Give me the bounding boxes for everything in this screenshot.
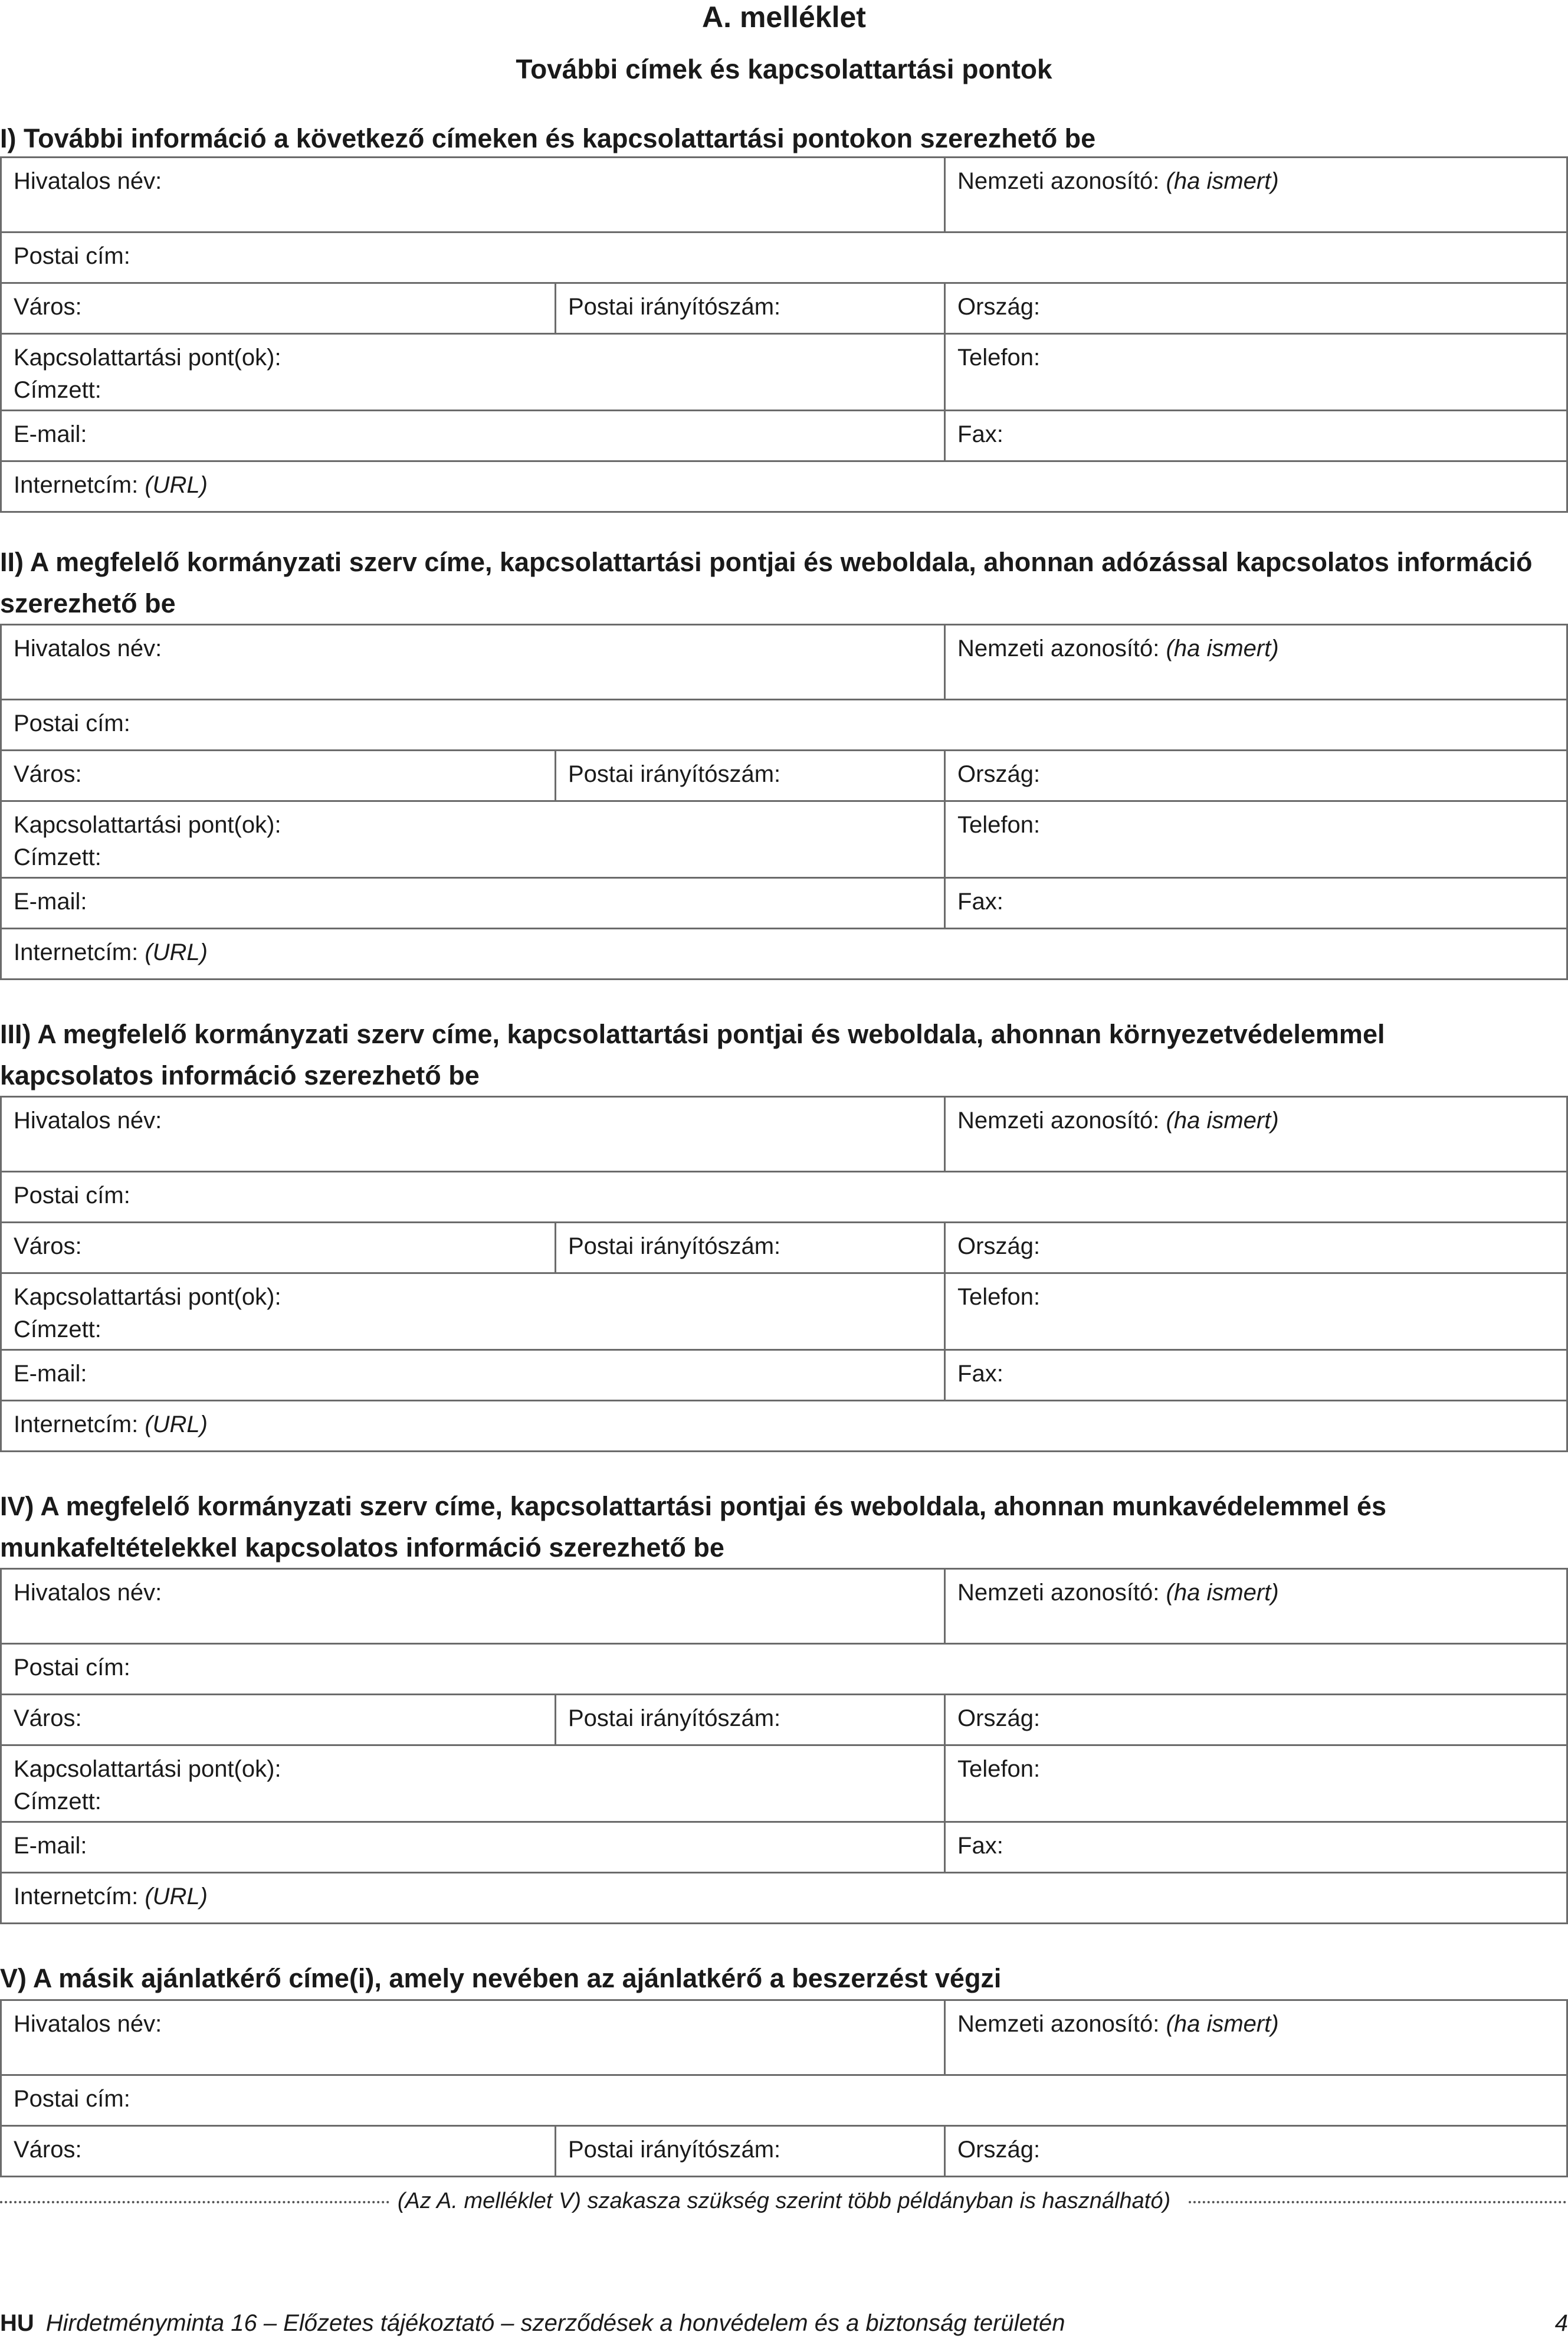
postal-address-field[interactable] bbox=[1, 232, 1567, 283]
telephone-field[interactable] bbox=[945, 334, 1567, 411]
national-id-field[interactable] bbox=[945, 1097, 1567, 1172]
telephone-label: Telefon: bbox=[957, 812, 1041, 838]
town-field[interactable] bbox=[1, 1223, 556, 1273]
official-name-label: Hivatalos név: bbox=[14, 1580, 162, 1606]
internet-address-label: Internetcím: bbox=[14, 1411, 139, 1437]
fax-label: Fax: bbox=[957, 1833, 1003, 1859]
country-label: Ország: bbox=[957, 2137, 1041, 2163]
postal-code-label: Postai irányítószám: bbox=[568, 1705, 781, 1731]
contact-points-field[interactable] bbox=[1, 1745, 945, 1822]
email-label: E-mail: bbox=[14, 889, 87, 915]
postal-code-field[interactable] bbox=[556, 283, 945, 334]
telephone-field[interactable] bbox=[945, 801, 1567, 878]
fax-field[interactable] bbox=[945, 411, 1567, 461]
postal-address-label: Postai cím: bbox=[14, 2086, 130, 2112]
official-name-field[interactable] bbox=[1, 1097, 945, 1172]
attention-label: Címzett: bbox=[14, 1316, 101, 1342]
official-name-label: Hivatalos név: bbox=[14, 1108, 162, 1134]
address-form-table bbox=[0, 1096, 1568, 1452]
postal-code-label: Postai irányítószám: bbox=[568, 2137, 781, 2163]
internet-address-field[interactable] bbox=[1, 1873, 1567, 1924]
email-field[interactable] bbox=[1, 1822, 945, 1873]
page-title: A. melléklet bbox=[702, 1, 866, 34]
internet-address-label: Internetcím: bbox=[14, 472, 139, 498]
section-heading-line1: III) A megfelelő kormányzati szerv címe, kapcsolattartási pontjai és weboldala, ahonnan környezetvédelemmel bbox=[0, 1019, 1385, 1049]
telephone-label: Telefon: bbox=[957, 1284, 1041, 1310]
internet-address-field[interactable] bbox=[1, 929, 1567, 980]
footer-page-number: 4 bbox=[1554, 2310, 1568, 2336]
page-footer bbox=[0, 2307, 1568, 2340]
national-id-hint: (ha ismert) bbox=[1166, 636, 1279, 661]
town-field[interactable] bbox=[1, 283, 556, 334]
official-name-field[interactable] bbox=[1, 158, 945, 232]
contact-points-label: Kapcsolattartási pont(ok): bbox=[14, 1756, 281, 1782]
section-heading bbox=[0, 1486, 1546, 1568]
email-field[interactable] bbox=[1, 878, 945, 929]
national-id-field[interactable] bbox=[945, 1569, 1567, 1644]
section-heading-line1: I) További információ a következő címeken és kapcsolattartási pontokon szerezhető be bbox=[0, 123, 1096, 153]
postal-address-field[interactable] bbox=[1, 700, 1567, 751]
postal-address-field[interactable] bbox=[1, 2075, 1567, 2126]
town-field[interactable] bbox=[1, 1695, 556, 1745]
attention-label: Címzett: bbox=[14, 844, 101, 870]
fax-field[interactable] bbox=[945, 878, 1567, 929]
national-id-field[interactable] bbox=[945, 2000, 1567, 2075]
section-heading bbox=[0, 542, 1546, 624]
email-label: E-mail: bbox=[14, 421, 87, 447]
official-name-field[interactable] bbox=[1, 1569, 945, 1644]
internet-address-hint: (URL) bbox=[145, 1884, 208, 1909]
note-row bbox=[0, 2183, 1568, 2219]
note-text: (Az A. melléklet V) szakasza szükség szerint több példányban is használható) bbox=[397, 2189, 1171, 2213]
attention-label: Címzett: bbox=[14, 1789, 101, 1814]
postal-code-field[interactable] bbox=[556, 1695, 945, 1745]
section-heading-line2: kapcsolatos információ szerezhető be bbox=[0, 1060, 480, 1090]
postal-code-label: Postai irányítószám: bbox=[568, 294, 781, 320]
section-heading-line2: munkafeltételekkel kapcsolatos információ szerezhető be bbox=[0, 1532, 724, 1563]
postal-address-label: Postai cím: bbox=[14, 1655, 130, 1681]
country-field[interactable] bbox=[945, 751, 1567, 801]
national-id-label: Nemzeti azonosító: bbox=[957, 1580, 1160, 1606]
postal-code-field[interactable] bbox=[556, 2126, 945, 2177]
official-name-label: Hivatalos név: bbox=[14, 2011, 162, 2037]
address-form-table bbox=[0, 156, 1568, 513]
internet-address-hint: (URL) bbox=[145, 1411, 208, 1437]
fax-field[interactable] bbox=[945, 1822, 1567, 1873]
email-label: E-mail: bbox=[14, 1361, 87, 1387]
postal-code-field[interactable] bbox=[556, 751, 945, 801]
internet-address-hint: (URL) bbox=[145, 472, 208, 498]
contact-points-label: Kapcsolattartási pont(ok): bbox=[14, 812, 281, 838]
internet-address-hint: (URL) bbox=[145, 939, 208, 965]
country-label: Ország: bbox=[957, 1705, 1041, 1731]
postal-code-label: Postai irányítószám: bbox=[568, 761, 781, 787]
contact-points-label: Kapcsolattartási pont(ok): bbox=[14, 1284, 281, 1310]
note-dotted-rule-right bbox=[1189, 2201, 1566, 2203]
national-id-label: Nemzeti azonosító: bbox=[957, 168, 1160, 194]
postal-address-label: Postai cím: bbox=[14, 710, 130, 736]
postal-address-label: Postai cím: bbox=[14, 1183, 130, 1208]
email-field[interactable] bbox=[1, 1350, 945, 1401]
postal-address-field[interactable] bbox=[1, 1644, 1567, 1695]
telephone-field[interactable] bbox=[945, 1745, 1567, 1822]
town-field[interactable] bbox=[1, 2126, 556, 2177]
official-name-label: Hivatalos név: bbox=[14, 168, 162, 194]
town-label: Város: bbox=[14, 294, 82, 320]
section-heading bbox=[0, 1014, 1546, 1096]
national-id-hint: (ha ismert) bbox=[1166, 2011, 1279, 2037]
national-id-label: Nemzeti azonosító: bbox=[957, 1108, 1160, 1134]
national-id-field[interactable] bbox=[945, 158, 1567, 232]
town-field[interactable] bbox=[1, 751, 556, 801]
footer-description: Hirdetményminta 16 – Előzetes tájékoztató – szerződések a honvédelem és a biztonság területén bbox=[45, 2310, 1065, 2336]
official-name-field[interactable] bbox=[1, 2000, 945, 2075]
country-field[interactable] bbox=[945, 1695, 1567, 1745]
town-label: Város: bbox=[14, 761, 82, 787]
fax-field[interactable] bbox=[945, 1350, 1567, 1401]
section-heading-line1: IV) A megfelelő kormányzati szerv címe, kapcsolattartási pontjai és weboldala, ahonnan munkavédelemmel és bbox=[0, 1491, 1386, 1521]
section-heading bbox=[0, 1958, 1546, 1999]
telephone-field[interactable] bbox=[945, 1273, 1567, 1350]
address-form-table bbox=[0, 1568, 1568, 1924]
footer-language: HU bbox=[0, 2310, 34, 2336]
email-label: E-mail: bbox=[14, 1833, 87, 1859]
national-id-label: Nemzeti azonosító: bbox=[957, 2011, 1160, 2037]
address-form-table bbox=[0, 624, 1568, 980]
contact-points-field[interactable] bbox=[1, 1273, 945, 1350]
postal-address-label: Postai cím: bbox=[14, 243, 130, 269]
address-form-table bbox=[0, 1999, 1568, 2177]
page-subtitle: További címek és kapcsolattartási pontok bbox=[516, 54, 1052, 84]
internet-address-label: Internetcím: bbox=[14, 1884, 139, 1909]
country-label: Ország: bbox=[957, 294, 1041, 320]
section-heading-line2: szerezhető be bbox=[0, 588, 176, 618]
country-field[interactable] bbox=[945, 2126, 1567, 2177]
contact-points-field[interactable] bbox=[1, 334, 945, 411]
section-heading-line1: II) A megfelelő kormányzati szerv címe, kapcsolattartási pontjai és weboldala, ahonnan adózással kapcsolatos információ bbox=[0, 547, 1533, 577]
postal-code-field[interactable] bbox=[556, 1223, 945, 1273]
fax-label: Fax: bbox=[957, 1361, 1003, 1387]
contact-points-field[interactable] bbox=[1, 801, 945, 878]
email-field[interactable] bbox=[1, 411, 945, 461]
country-label: Ország: bbox=[957, 1233, 1041, 1259]
national-id-label: Nemzeti azonosító: bbox=[957, 636, 1160, 661]
official-name-field[interactable] bbox=[1, 625, 945, 700]
section-heading-line1: V) A másik ajánlatkérő címe(i), amely nevében az ajánlatkérő a beszerzést végzi bbox=[0, 1963, 1002, 1993]
town-label: Város: bbox=[14, 2137, 82, 2163]
fax-label: Fax: bbox=[957, 889, 1003, 915]
national-id-field[interactable] bbox=[945, 625, 1567, 700]
telephone-label: Telefon: bbox=[957, 345, 1041, 371]
internet-address-field[interactable] bbox=[1, 461, 1567, 512]
town-label: Város: bbox=[14, 1233, 82, 1259]
country-field[interactable] bbox=[945, 283, 1567, 334]
attention-label: Címzett: bbox=[14, 377, 101, 403]
town-label: Város: bbox=[14, 1705, 82, 1731]
fax-label: Fax: bbox=[957, 421, 1003, 447]
national-id-hint: (ha ismert) bbox=[1166, 1580, 1279, 1606]
national-id-hint: (ha ismert) bbox=[1166, 1108, 1279, 1134]
country-field[interactable] bbox=[945, 1223, 1567, 1273]
postal-address-field[interactable] bbox=[1, 1172, 1567, 1223]
postal-code-label: Postai irányítószám: bbox=[568, 1233, 781, 1259]
contact-points-label: Kapcsolattartási pont(ok): bbox=[14, 345, 281, 371]
internet-address-field[interactable] bbox=[1, 1401, 1567, 1452]
official-name-label: Hivatalos név: bbox=[14, 636, 162, 661]
telephone-label: Telefon: bbox=[957, 1756, 1041, 1782]
section-heading bbox=[0, 118, 1546, 159]
internet-address-label: Internetcím: bbox=[14, 939, 139, 965]
national-id-hint: (ha ismert) bbox=[1166, 168, 1279, 194]
country-label: Ország: bbox=[957, 761, 1041, 787]
